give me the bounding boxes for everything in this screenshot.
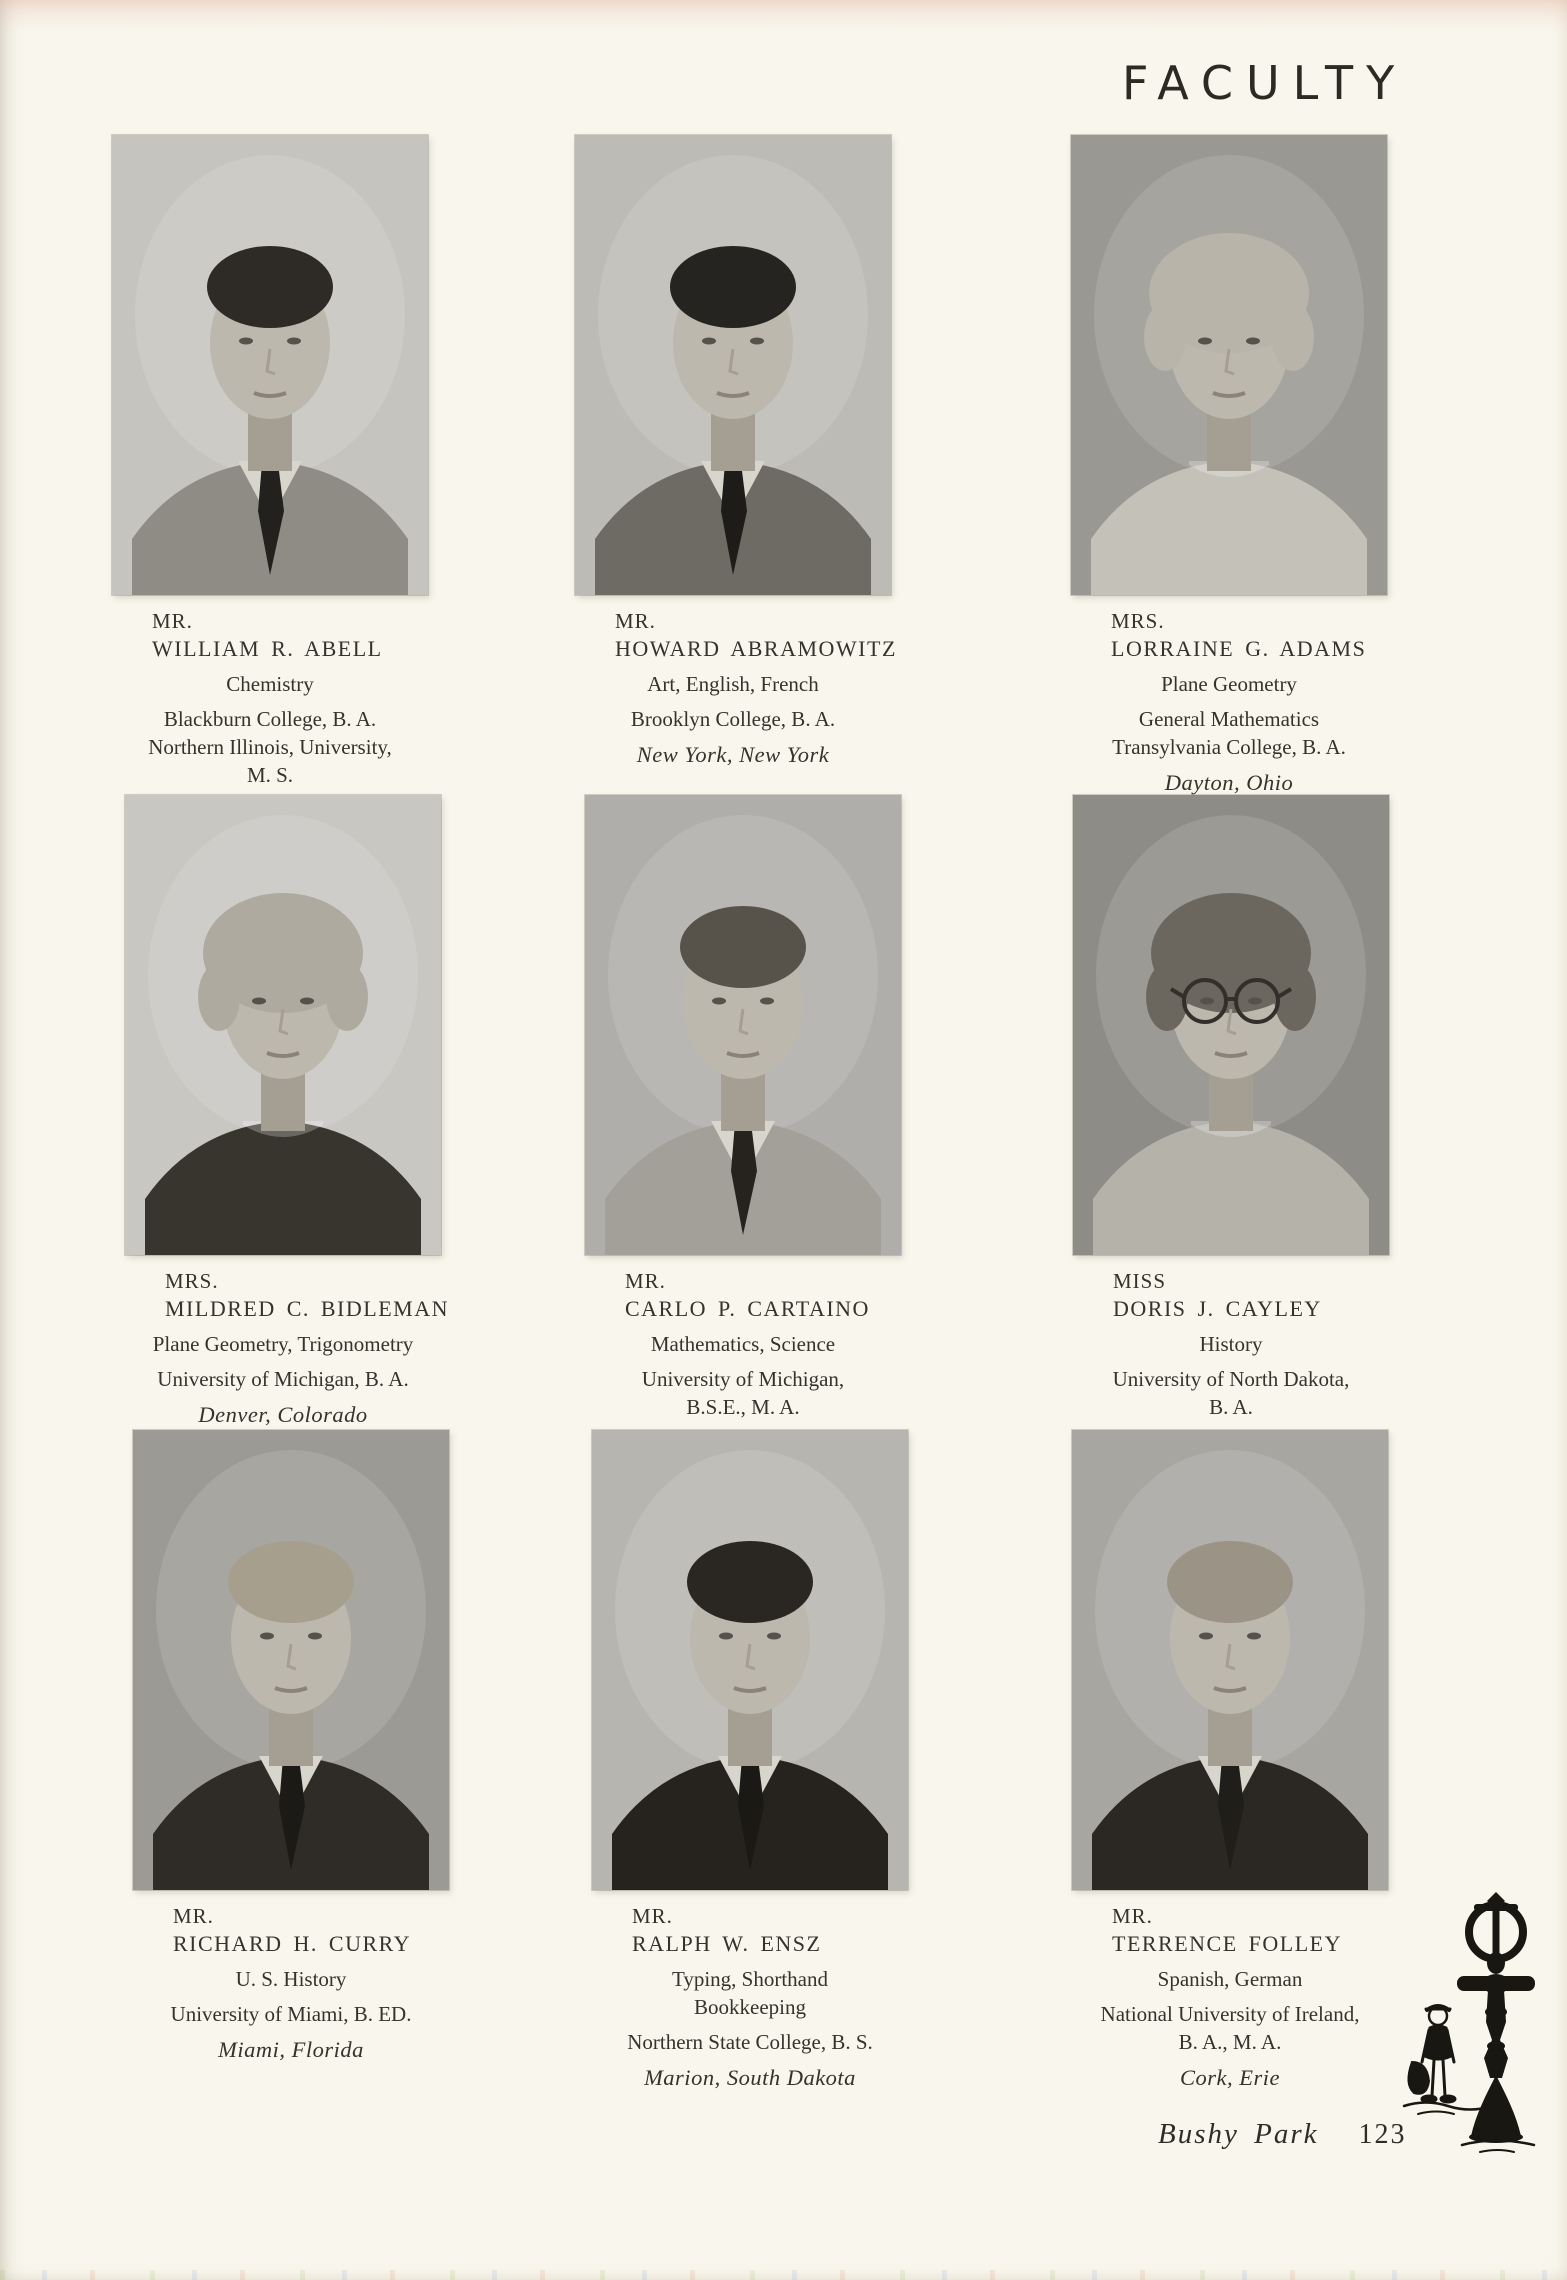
hometown: Cork, Erie (1180, 2065, 1280, 2090)
subject-line: Spanish, German (1157, 1967, 1303, 1991)
subjects-group (56, 1965, 526, 1993)
portrait-photo (1071, 135, 1387, 595)
portrait-photo (585, 795, 901, 1255)
honorific: MRS. (1111, 609, 1165, 633)
hometown: Miami, Florida (218, 2037, 364, 2062)
credentials-group (995, 2000, 1465, 2056)
page-title: FACULTY (1122, 56, 1408, 110)
credential-line: University of Miami, B. ED. (170, 2002, 412, 2026)
portrait-photo (125, 795, 441, 1255)
credential-line: General Mathematics (1138, 707, 1320, 731)
subject-line: Art, English, French (647, 672, 819, 696)
credential-line: B.S.E., M. A. (686, 1395, 800, 1419)
subjects-group (994, 670, 1464, 698)
faculty-name: MILDRED C. BIDLEMAN (165, 1296, 449, 1321)
faculty-caption (995, 1902, 1465, 2092)
hometown: Marion, South Dakota (644, 2065, 856, 2090)
subject-line: Typing, Shorthand (671, 1967, 829, 1991)
faculty-card (995, 1430, 1465, 2092)
credential-line: Brooklyn College, B. A. (630, 707, 836, 731)
faculty-card (515, 1430, 985, 2092)
credential-line: M. S. (246, 763, 294, 787)
scan-edge-tint (0, 0, 1567, 34)
faculty-card (994, 135, 1464, 797)
faculty-caption (35, 607, 505, 825)
faculty-caption (515, 1902, 985, 2092)
scan-noise-strip (0, 2270, 1567, 2280)
page-number: 123 (1358, 2119, 1407, 2150)
faculty-card (35, 135, 505, 825)
credentials-group (508, 1365, 978, 1421)
faculty-caption (508, 1267, 978, 1457)
credentials-group (996, 1365, 1466, 1421)
honorific: MR. (632, 1904, 673, 1928)
honorific: MISS (1113, 1269, 1167, 1293)
subject-line: Chemistry (226, 672, 314, 696)
credential-line: University of Michigan, (641, 1367, 845, 1391)
portrait-photo (1072, 1430, 1388, 1890)
school-name: Bushy Park (1158, 2118, 1319, 2150)
faculty-caption (994, 607, 1464, 797)
credentials-group (35, 705, 505, 789)
honorific: MRS. (165, 1269, 219, 1293)
subject-line: Bookkeeping (694, 1995, 806, 2019)
lamppost-illustration (1396, 1890, 1551, 2175)
credentials-group (515, 2028, 985, 2056)
faculty-name: TERRENCE FOLLEY (1112, 1931, 1342, 1956)
subjects-group (508, 1330, 978, 1358)
hometown: Dayton, Ohio (1164, 770, 1294, 795)
credentials-group (498, 705, 968, 733)
honorific: MR. (625, 1269, 666, 1293)
credential-line: B. A. (1209, 1395, 1253, 1419)
hometown: New York, New York (636, 742, 830, 767)
faculty-card (498, 135, 968, 769)
credential-line: Northern Illinois, University, (148, 735, 392, 759)
subjects-group (515, 1965, 985, 2021)
faculty-name: WILLIAM R. ABELL (152, 636, 383, 661)
credential-line: Northern State College, B. S. (627, 2030, 873, 2054)
subjects-group (35, 670, 505, 698)
portrait-photo (112, 135, 428, 595)
faculty-name: LORRAINE G. ADAMS (1111, 636, 1367, 661)
credential-line: National University of Ireland, (1100, 2002, 1360, 2026)
faculty-name: RICHARD H. CURRY (173, 1931, 411, 1956)
subject-line: U. S. History (235, 1967, 347, 1991)
faculty-card (508, 795, 978, 1457)
faculty-name: RALPH W. ENSZ (632, 1931, 822, 1956)
credential-line: Blackburn College, B. A. (163, 707, 377, 731)
credentials-group (48, 1365, 518, 1393)
subjects-group (996, 1330, 1466, 1358)
portrait-photo (1073, 795, 1389, 1255)
faculty-card (996, 795, 1466, 1457)
honorific: MR. (1112, 1904, 1153, 1928)
subjects-group (995, 1965, 1465, 1993)
credential-line: University of North Dakota, (1112, 1367, 1350, 1391)
faculty-name: CARLO P. CARTAINO (625, 1296, 870, 1321)
faculty-card (48, 795, 518, 1429)
subject-line: Mathematics, Science (650, 1332, 836, 1356)
portrait-photo (575, 135, 891, 595)
honorific: MR. (615, 609, 656, 633)
subject-line: Plane Geometry, Trigonometry (152, 1332, 414, 1356)
hometown: Denver, Colorado (198, 1402, 368, 1427)
faculty-caption (498, 607, 968, 769)
faculty-caption (996, 1267, 1466, 1457)
page-footer (1158, 2118, 1407, 2151)
honorific: MR. (173, 1904, 214, 1928)
subjects-group (498, 670, 968, 698)
subject-line: Plane Geometry (1161, 672, 1297, 696)
portrait-photo (133, 1430, 449, 1890)
credentials-group (994, 705, 1464, 761)
faculty-card (56, 1430, 526, 2064)
credential-line: Transylvania College, B. A. (1112, 735, 1346, 759)
faculty-name: HOWARD ABRAMOWITZ (615, 636, 897, 661)
faculty-caption (48, 1267, 518, 1429)
credential-line: University of Michigan, B. A. (157, 1367, 409, 1391)
portrait-photo (592, 1430, 908, 1890)
faculty-caption (56, 1902, 526, 2064)
credentials-group (56, 2000, 526, 2028)
subject-line: History (1199, 1332, 1263, 1356)
credential-line: B. A., M. A. (1178, 2030, 1282, 2054)
faculty-name: DORIS J. CAYLEY (1113, 1296, 1322, 1321)
subjects-group (48, 1330, 518, 1358)
honorific: MR. (152, 609, 193, 633)
